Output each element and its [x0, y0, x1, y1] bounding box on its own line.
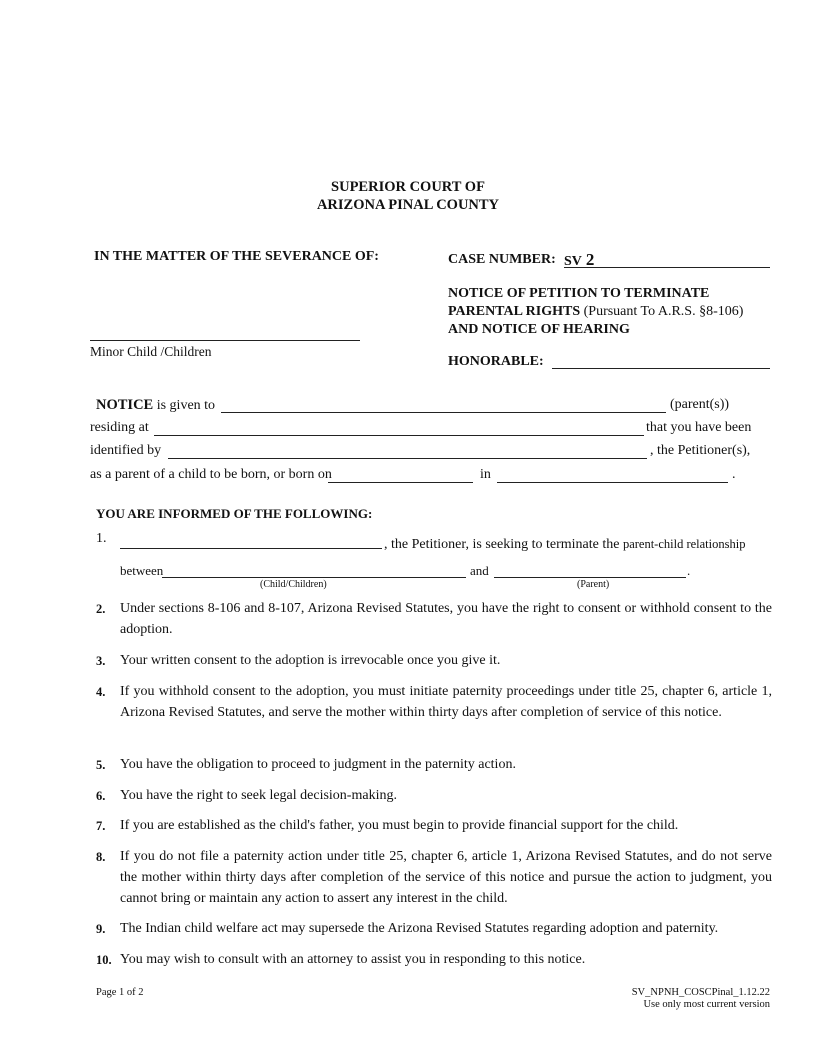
petitioner-name-field[interactable]	[120, 533, 382, 549]
residing-row	[90, 420, 772, 438]
honorable-field[interactable]	[552, 352, 770, 369]
item-9-text: The Indian child welfare act may supersede the Arizona Revised Statutes regarding adoption and paternity.	[120, 921, 719, 936]
case-number-field[interactable]	[564, 250, 770, 268]
item-4-number: 4.	[96, 685, 106, 699]
child-name-field[interactable]	[162, 563, 466, 578]
between-label: between	[120, 563, 164, 578]
minor-name-field[interactable]	[90, 326, 360, 341]
item-4-text: If you withhold consent to the adoption, you must initiate paternity proceedings under title 25, chapter 6, article 1, Arizona Revised Statutes, and serve the mother within thirty days after completion of service of this notice.	[120, 684, 772, 720]
child-caption: (Child/Children)	[260, 579, 327, 590]
notice-title-line1: NOTICE OF PETITION TO TERMINATE	[448, 286, 710, 301]
between-period: .	[687, 563, 691, 578]
item-5-number: 5.	[96, 758, 106, 772]
item-5-text: You have the obligation to proceed to judgment in the paternity action.	[120, 757, 516, 772]
item-3-text: Your written consent to the adoption is irrevocable once you give it.	[120, 653, 501, 668]
item-2-text: Under sections 8-106 and 8-107, Arizona Revised Statutes, you have the right to consent or withhold consent to the adoption.	[120, 601, 772, 637]
identified-row	[90, 443, 772, 461]
notice-title-line3: AND NOTICE OF HEARING	[448, 322, 630, 337]
informed-heading: YOU ARE INFORMED OF THE FOLLOWING:	[96, 506, 373, 521]
notice-word: NOTICE	[96, 397, 154, 413]
case-number-row	[448, 250, 770, 268]
item-7-text: If you are established as the child's father, you must begin to provide financial support for the child.	[120, 818, 679, 833]
item-9-number: 9.	[96, 922, 106, 936]
parent-name-field-2[interactable]	[494, 563, 686, 578]
birth-date-field[interactable]	[328, 467, 473, 483]
item-1-text-main: , the Petitioner, is seeking to terminate the	[384, 537, 620, 552]
item-1-between-row	[120, 563, 700, 593]
item-1-number: 1.	[96, 531, 107, 546]
item-10-text: You may wish to consult with an attorney to assist you in responding to this notice.	[120, 952, 586, 967]
item-8-number: 8.	[96, 850, 106, 864]
item-2-number: 2.	[96, 602, 106, 616]
that-you-label: that you have been	[646, 420, 752, 435]
item-1-text-small: parent-child relationship	[622, 537, 746, 551]
born-on-label: as a parent of a child to be born, or born on	[90, 467, 332, 482]
notice-title	[448, 285, 743, 339]
version-note: Use only most current version	[643, 999, 770, 1010]
honorable-label: HONORABLE:	[448, 354, 544, 369]
court-title-line2: ARIZONA PINAL COUNTY	[316, 197, 500, 213]
birth-place-field[interactable]	[497, 467, 728, 483]
notice-given-to: is given to	[156, 398, 216, 413]
case-number-label: CASE NUMBER:	[448, 252, 556, 267]
item-7-number: 7.	[96, 819, 106, 833]
item-10-number: 10.	[96, 953, 112, 967]
born-on-row	[90, 467, 772, 485]
residing-label: residing at	[90, 420, 149, 435]
and-label: and	[470, 563, 489, 578]
court-title-line1: SUPERIOR COURT OF	[331, 179, 485, 195]
parent-name-field[interactable]	[221, 397, 666, 413]
item-3-number: 3.	[96, 654, 106, 668]
item-8-text: If you do not file a paternity action under title 25, chapter 6, article 1, Arizona Revised Statutes, and do not serve the mother within thirty days after completion of the service of this notice and pursue the action to judgment, you cannot bring or maintain any action to assert any interest in the child.	[120, 849, 772, 906]
item-1-text	[384, 537, 745, 553]
notice-title-line2-bold: PARENTAL RIGHTS	[448, 304, 581, 319]
identified-field[interactable]	[168, 443, 647, 459]
honorable-row	[448, 352, 770, 370]
born-on-period: .	[732, 467, 736, 482]
identified-label: identified by	[90, 443, 162, 458]
parent-caption: (Parent)	[577, 579, 610, 590]
item-6-text: You have the right to seek legal decision-making.	[120, 788, 397, 803]
case-number-prefix: SV	[564, 254, 582, 269]
page-number: Page 1 of 2	[96, 987, 144, 998]
court-header	[0, 178, 816, 214]
petitioners-label: , the Petitioner(s),	[650, 443, 751, 458]
parents-label: (parent(s))	[670, 397, 730, 412]
notice-given-row	[96, 397, 772, 415]
form-footer	[632, 987, 770, 1011]
matter-heading: IN THE MATTER OF THE SEVERANCE OF:	[94, 249, 379, 264]
minor-label: Minor Child /Children	[90, 344, 212, 359]
in-label: in	[480, 467, 491, 482]
residing-field[interactable]	[154, 420, 644, 436]
notice-title-statute: (Pursuant To A.R.S. §8-106)	[583, 304, 744, 319]
case-number-value: 2	[585, 250, 595, 269]
form-id: SV_NPNH_COSCPinal_1.12.22	[631, 987, 770, 998]
item-6-number: 6.	[96, 789, 106, 803]
